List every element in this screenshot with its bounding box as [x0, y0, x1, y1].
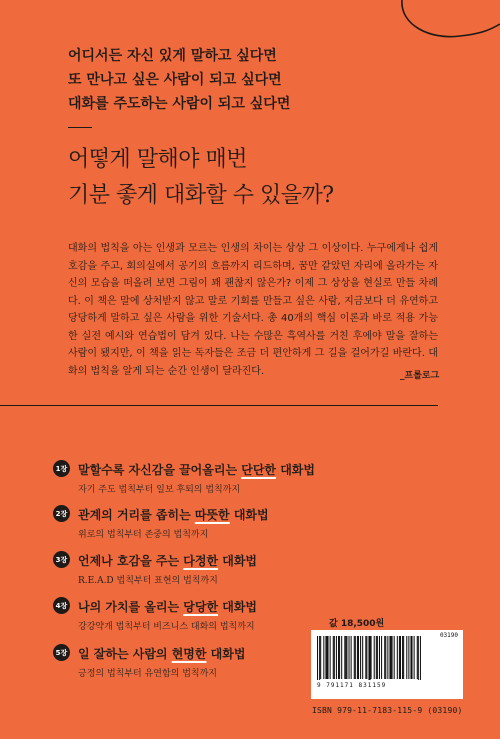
chapter-subtitle: R.E.A.D 법칙부터 표현의 법칙까지	[78, 576, 218, 586]
barcode-bar	[349, 636, 350, 679]
barcode-bar	[365, 636, 366, 679]
barcode-bar	[397, 636, 398, 679]
barcode-bar	[379, 636, 380, 679]
barcode-bar	[333, 636, 334, 679]
chapter-badge: 4장	[53, 597, 70, 614]
chapter-title-highlight: 다정한	[183, 554, 219, 568]
isbn-number: ISBN 979-11-7183-115-9 (03190)	[312, 706, 463, 715]
barcode-bar	[400, 636, 401, 679]
barcode-bar	[387, 636, 388, 679]
headline-line-2: 기분 좋게 대화할 수 있을까?	[68, 183, 334, 208]
chapter-title: 언제나 호감을 주는 다정한 대화법	[78, 554, 258, 568]
barcode-bar	[410, 636, 411, 679]
intro-line-3: 대화를 주도하는 사람이 되고 싶다면	[68, 96, 291, 112]
barcode-bar	[403, 636, 404, 679]
chapter-title-highlight: 당당한	[183, 600, 219, 614]
intro-block	[68, 44, 290, 116]
description-text: 대화의 법칙을 아는 인생과 모르는 인생의 차이는 상상 그 이상이다. 누구에게나 쉽게 호감을 주고, 회의실에서 공기의 흐름까지 리드하며, 꿈만 같았던 자리에 올라가는 자신의 모습을 떠올려 보면 그림이 꽤 괜찮지 않은가? 이제 그 상상을 현실로 만들 차례다. 이 책은 말에 상처받지 않고 말로 기회를 만들고 싶은 사람, 지금보다 더 유연하고 당당하게 말하고 싶은 사람을 위한 기술서다. 총 40개의 핵심 이론과 바로 적용 가능한 실전 예시와 연습법이 담겨 있다. 나는 수많은 흑역사를 거친 후에야 말을 잘하는 사람이 됐지만, 이 책을 읽는 독자들은 조금 더 편안하게 그 길을 걸어가길 바란다. 대화의 법칙을 알게 되는 순간 인생이 달라진다.	[68, 243, 438, 377]
headline-line-1: 어떻게 말해야 매번	[68, 147, 248, 172]
barcode-bar	[374, 636, 375, 679]
barcode-bar	[345, 636, 346, 679]
barcode-bar	[317, 636, 318, 680]
price-label: 값 18,500원	[329, 619, 385, 629]
barcode-bar	[417, 636, 418, 679]
barcode-bar	[354, 636, 355, 679]
barcode-bar	[371, 636, 372, 679]
barcode-bar	[391, 636, 392, 679]
barcode-bar	[362, 636, 363, 679]
chapter-title: 말할수록 자신감을 끌어올리는 단단한 대화법	[78, 463, 315, 477]
barcode-bar	[370, 636, 371, 680]
chapter-title: 일 잘하는 사람의 현명한 대화법	[78, 647, 246, 661]
barcode-bar	[384, 636, 385, 679]
barcode-bar	[360, 636, 361, 679]
barcode-bar	[376, 636, 377, 679]
chapter-title-highlight: 단단한	[241, 463, 277, 477]
barcode-bar	[418, 636, 419, 680]
headline	[68, 142, 334, 214]
chapter-badge: 2장	[53, 505, 70, 522]
chapter-badge: 3장	[53, 551, 70, 568]
barcode-bar	[358, 636, 359, 679]
barcode-bar	[355, 636, 356, 679]
barcode-bar	[330, 636, 331, 679]
barcode-bar	[406, 636, 407, 679]
short-divider	[68, 127, 92, 128]
chapter-subtitle: 강강약개 법칙부터 비즈니스 대화의 법칙까지	[78, 622, 255, 632]
barcode-bar	[336, 636, 337, 679]
barcode-bar	[381, 636, 382, 679]
decorative-curve	[390, 0, 500, 60]
barcode-bar	[392, 636, 393, 679]
barcode-bar	[319, 636, 320, 680]
barcode-bar	[320, 636, 321, 679]
barcode-bar	[377, 636, 378, 679]
barcode-bar	[399, 636, 400, 679]
chapter-badge: 5장	[53, 644, 70, 661]
barcode-bar	[357, 636, 358, 679]
barcode-bar	[420, 636, 421, 680]
barcode-bar	[385, 636, 386, 679]
section-divider	[0, 405, 438, 406]
barcode-bar	[412, 636, 413, 679]
barcode-addon-digits: 03190	[439, 632, 458, 639]
chapter-title-highlight: 따뜻한	[194, 508, 230, 522]
chapter-subtitle: 자기 주도 법칙부터 일보 후퇴의 법칙까지	[78, 485, 241, 495]
prologue-attribution: _프롤로그	[400, 371, 440, 381]
barcode-bar	[323, 636, 324, 679]
chapter-title: 관계의 거리를 좁히는 따뜻한 대화법	[78, 508, 269, 522]
chapter-subtitle: 위로의 법칙부터 존중의 법칙까지	[78, 530, 209, 540]
barcode-bar	[368, 636, 369, 680]
barcode-bar	[325, 636, 326, 679]
barcode-bar	[339, 636, 340, 679]
chapter-badge: 1장	[53, 460, 70, 477]
barcode-bar	[344, 636, 345, 679]
chapter-title-highlight: 현명한	[171, 647, 207, 661]
barcode	[311, 630, 463, 699]
barcode-bars	[317, 636, 457, 680]
barcode-bar	[389, 636, 390, 679]
barcode-digits: 9 791171 831159	[317, 682, 387, 689]
barcode-bar	[402, 636, 403, 679]
barcode-bar	[334, 636, 335, 679]
barcode-bar	[394, 636, 395, 679]
barcode-bar	[351, 636, 352, 679]
barcode-bar	[338, 636, 339, 679]
chapter-subtitle: 긍정의 법칙부터 유연함의 법칙까지	[78, 669, 217, 679]
chapter-title: 나의 가치를 올리는 당당한 대화법	[78, 600, 258, 614]
barcode-bar	[328, 636, 329, 679]
barcode-bar	[346, 636, 347, 679]
barcode-bar	[414, 636, 415, 679]
barcode-bar	[341, 636, 342, 679]
barcode-bar	[366, 636, 367, 679]
barcode-bar	[326, 636, 327, 679]
intro-line-2: 또 만나고 싶은 사람이 되고 싶다면	[68, 72, 282, 88]
intro-line-1: 어디서든 자신 있게 말하고 싶다면	[68, 48, 277, 64]
barcode-bar	[408, 636, 409, 679]
